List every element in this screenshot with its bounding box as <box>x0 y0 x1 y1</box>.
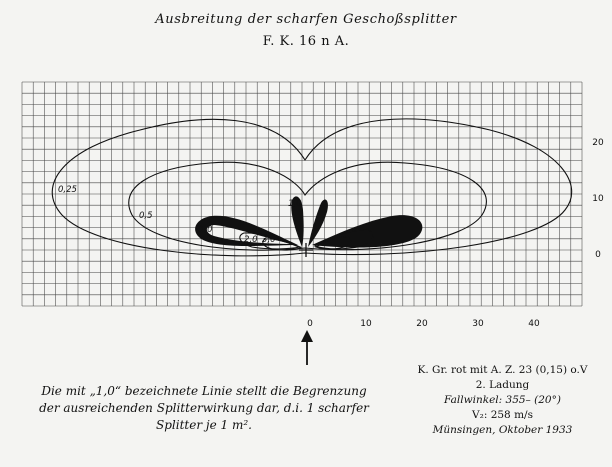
caption-line: der ausreichenden Splitterwirkung dar, d.i. 1 scharfer <box>39 401 369 415</box>
grid <box>22 82 582 306</box>
info-block <box>400 363 605 438</box>
x-tick-label: 30 <box>472 319 484 329</box>
contour-label: 1,0 <box>288 199 302 209</box>
x-tick-label: 10 <box>360 319 372 329</box>
info-line-3: Fallwinkel: 355– (20°) <box>444 394 561 406</box>
x-tick-label: 20 <box>416 319 428 329</box>
diagram-title: Ausbreitung der scharfen Geschoßsplitter <box>155 12 457 27</box>
x-tick-label: 0 <box>307 319 313 329</box>
info-line-1: K. Gr. rot mit A. Z. 23 (0,15) o.V <box>417 364 588 376</box>
contour-0-5 <box>129 162 487 250</box>
info-line-2: 2. Ladung <box>475 379 530 391</box>
info-line-5: Münsingen, Oktober 1933 <box>432 424 573 436</box>
info-line-4: V₂: 258 m/s <box>472 409 533 421</box>
caption-line: Splitter je 1 m². <box>156 418 252 432</box>
y-tick-label: 20 <box>592 138 604 148</box>
y-tick-label: 0 <box>595 250 601 260</box>
caption <box>14 383 394 434</box>
y-tick-label: 10 <box>592 194 604 204</box>
contour-label: 1,0 <box>199 225 213 235</box>
up-arrow-icon <box>301 330 313 365</box>
contour-label: 3,0 <box>262 235 276 245</box>
contour-label: 0,25 <box>58 185 77 195</box>
contour-1-0-right <box>312 215 422 247</box>
x-tick-label: 40 <box>528 319 540 329</box>
contour-label: 0,5 <box>139 211 153 221</box>
caption-line: Die mit „1,0“ bezeichnete Linie stellt die Begrenzung <box>41 384 367 398</box>
contour-label: 2,0 <box>244 235 258 245</box>
diagram-subtitle: F. K. 16 n A. <box>262 34 350 49</box>
center-marker <box>299 243 313 257</box>
